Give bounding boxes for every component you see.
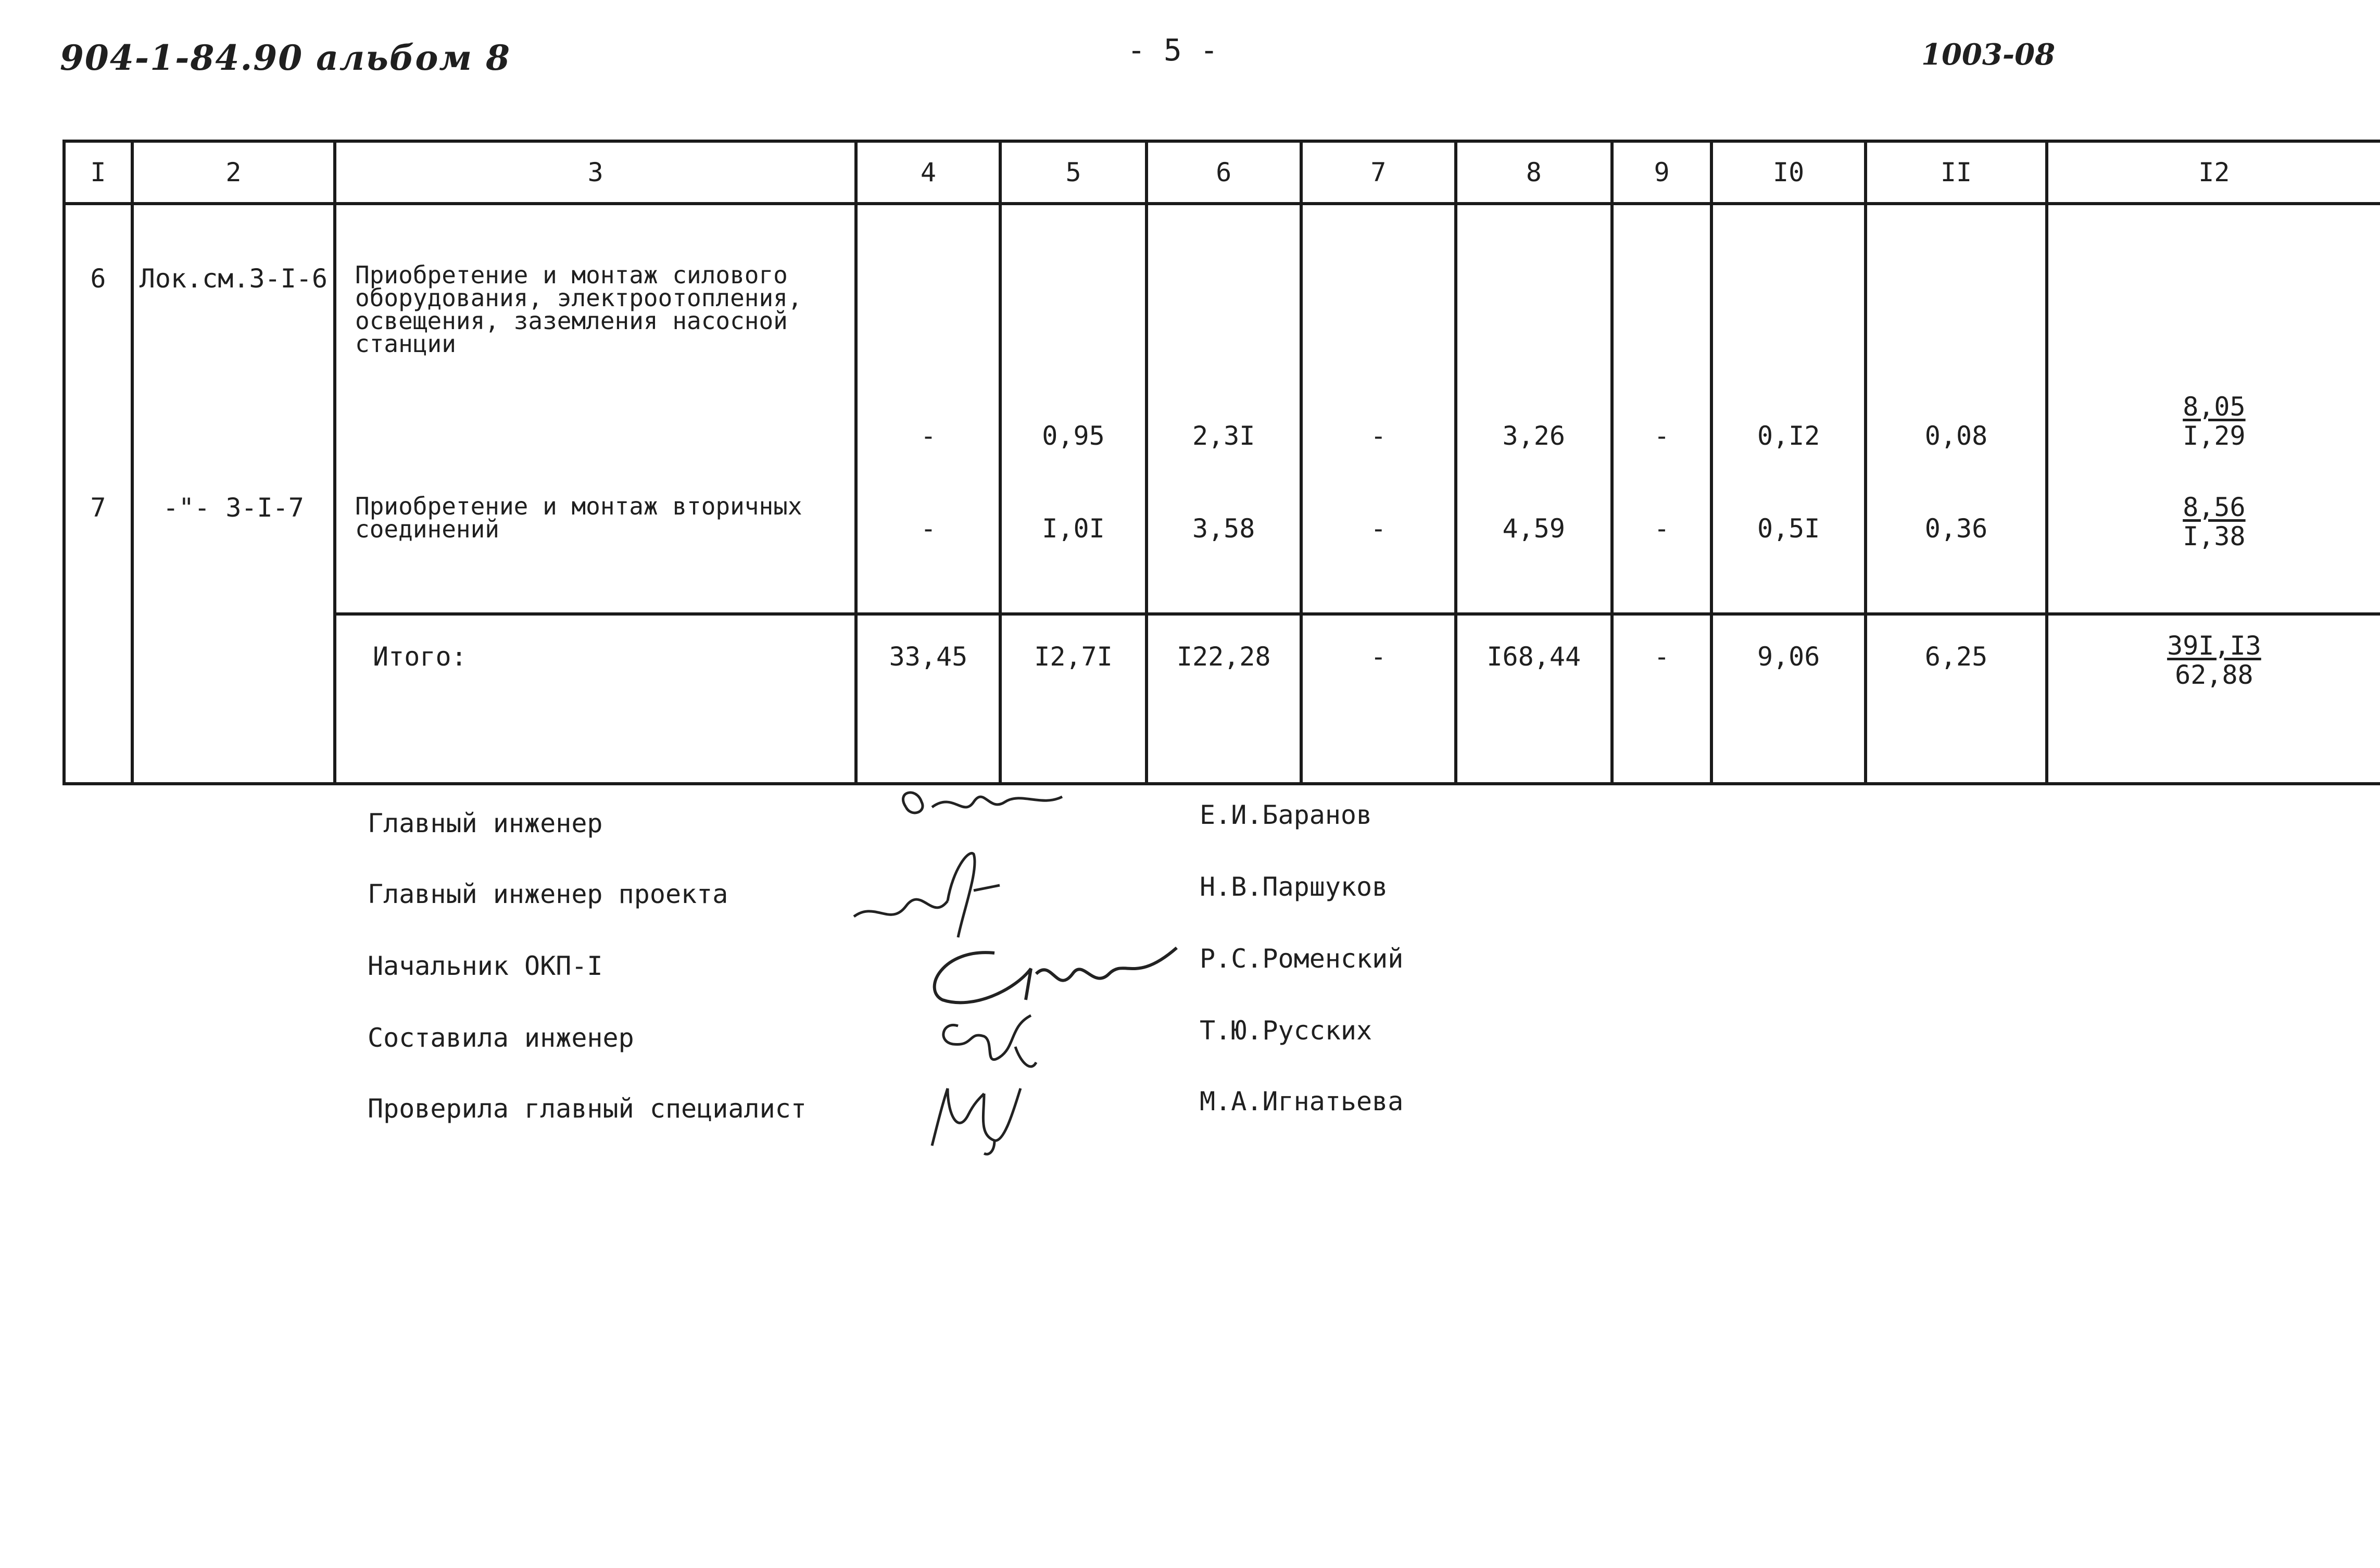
- signer-role: Проверила главный специалист: [368, 1094, 807, 1124]
- cell-col9: -: [1612, 204, 1711, 472]
- fraction-denominator: I,38: [2183, 521, 2246, 551]
- cost-table: [62, 140, 2380, 785]
- signature-scribble: [927, 1005, 1052, 1083]
- total-label: Итого:: [335, 614, 856, 784]
- signer-name: М.А.Игнатьева: [1200, 1086, 1404, 1117]
- total-col8: I68,44: [1456, 614, 1612, 784]
- col-header-9: 9: [1612, 141, 1711, 204]
- cell-col7: -: [1301, 472, 1456, 614]
- signature-scribble: [885, 771, 1073, 838]
- col-header-10: I0: [1711, 141, 1866, 204]
- total-col12: [2047, 614, 2380, 784]
- cell-col9: -: [1612, 472, 1711, 614]
- cell-col10: 0,5I: [1711, 472, 1866, 614]
- total-col10: 9,06: [1711, 614, 1866, 784]
- fraction-numerator: 8,56: [2183, 492, 2246, 522]
- description-line: Приобретение и монтаж силового: [355, 261, 788, 289]
- description-line: оборудования, электроотопления,: [355, 284, 802, 312]
- estimate-code: -"- 3-I-7: [132, 472, 335, 614]
- signer-role: Составила инженер: [368, 1023, 634, 1053]
- fraction-numerator: 8,05: [2183, 392, 2246, 422]
- col-header-6: 6: [1147, 141, 1301, 204]
- col-header-7: 7: [1301, 141, 1456, 204]
- signature-scribble: [916, 1073, 1031, 1156]
- cell-col8: 3,26: [1456, 204, 1612, 472]
- fraction-value: [2183, 493, 2245, 551]
- row-number: [64, 614, 132, 784]
- cell-col12: [2047, 204, 2380, 472]
- cell-col6: 2,3I: [1147, 204, 1301, 472]
- col-header-11: II: [1866, 141, 2047, 204]
- col-header-3: 3: [335, 141, 856, 204]
- table-row: [64, 472, 2380, 614]
- col-header-5: 5: [1000, 141, 1146, 204]
- document-code: 1003-08: [1921, 37, 2056, 72]
- signer-name: Н.В.Паршуков: [1200, 872, 1388, 902]
- cell-col4: -: [856, 204, 1000, 472]
- fraction-value: [2183, 392, 2245, 450]
- fraction-denominator: 62,88: [2175, 660, 2253, 690]
- table-header-row: [64, 141, 2380, 204]
- row-number: 6: [64, 204, 132, 472]
- signer-name: Т.Ю.Русских: [1200, 1015, 1372, 1046]
- description-line: соединений: [355, 515, 499, 543]
- cell-col5: I,0I: [1000, 472, 1146, 614]
- signer-role: Главный инженер проекта: [368, 879, 728, 909]
- cell-col5: 0,95: [1000, 204, 1146, 472]
- fraction-numerator: 39I,I3: [2167, 631, 2261, 661]
- album-reference: 904-1-84.90 альбом 8: [60, 37, 511, 78]
- cell-col7: -: [1301, 204, 1456, 472]
- fraction-denominator: I,29: [2183, 421, 2246, 451]
- page-number: - 5 -: [1127, 32, 1218, 68]
- col-header-12: I2: [2047, 141, 2380, 204]
- table-row: [64, 204, 2380, 472]
- cell-col8: 4,59: [1456, 472, 1612, 614]
- signer-name: Е.И.Баранов: [1200, 800, 1372, 830]
- total-col5: I2,7I: [1000, 614, 1146, 784]
- signer-role: Начальник ОКП-I: [368, 951, 603, 981]
- fraction-value: [2167, 631, 2261, 689]
- cell-col11: 0,08: [1866, 204, 2047, 472]
- cell-col6: 3,58: [1147, 472, 1301, 614]
- cell-col4: -: [856, 472, 1000, 614]
- total-col4: 33,45: [856, 614, 1000, 784]
- col-header-2: 2: [132, 141, 335, 204]
- col-header-8: 8: [1456, 141, 1612, 204]
- total-row: [64, 614, 2380, 784]
- estimate-code: [132, 614, 335, 784]
- description-line: Приобретение и монтаж вторичных: [355, 492, 802, 520]
- cell-col11: 0,36: [1866, 472, 2047, 614]
- signer-role: Главный инженер: [368, 808, 603, 838]
- cell-col10: 0,I2: [1711, 204, 1866, 472]
- description-line: освещения, заземления насосной: [355, 307, 788, 335]
- row-number: 7: [64, 472, 132, 614]
- estimate-code: Лок.см.3-I-6: [132, 204, 335, 472]
- description-line: станции: [355, 330, 456, 358]
- col-header-1: I: [64, 141, 132, 204]
- work-description: [335, 204, 856, 472]
- signer-name: Р.С.Роменский: [1200, 944, 1404, 974]
- total-col7: -: [1301, 614, 1456, 784]
- work-description: [335, 472, 856, 614]
- cell-col12: [2047, 472, 2380, 614]
- total-col9: -: [1612, 614, 1711, 784]
- total-col6: I22,28: [1147, 614, 1301, 784]
- col-header-4: 4: [856, 141, 1000, 204]
- total-col11: 6,25: [1866, 614, 2047, 784]
